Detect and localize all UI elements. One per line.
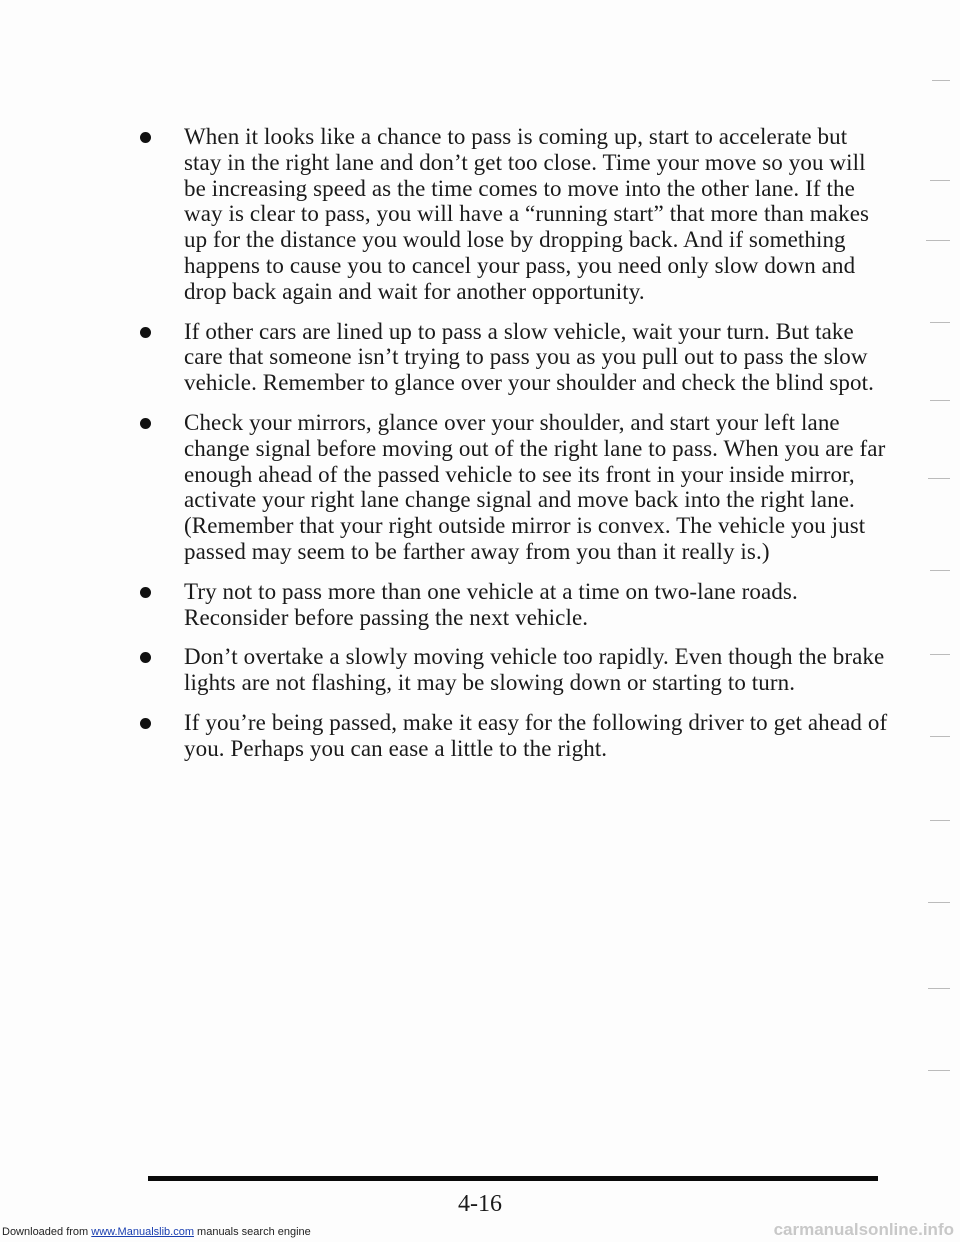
binding-margin-marks — [910, 60, 950, 1110]
watermark-prefix: Downloaded from — [2, 1226, 92, 1238]
bullet-text: If other cars are lined up to pass a slow vehicle, wait your turn. But take care that someone isn’t trying to pass you as you pull out to pass the slow vehicle. Remember to glance over your shoulder and check the blind spot. — [184, 318, 874, 396]
bullet-dot-icon — [140, 418, 151, 429]
bullet-item — [140, 410, 890, 565]
bullet-dot-icon — [140, 587, 151, 598]
download-watermark — [2, 1226, 311, 1238]
bullet-item — [140, 124, 890, 305]
bullet-list — [140, 124, 890, 776]
bullet-dot-icon — [140, 327, 151, 338]
manualslib-link[interactable]: www.Manualslib.com — [91, 1226, 194, 1238]
bullet-dot-icon — [140, 132, 151, 143]
bullet-text: When it looks like a chance to pass is coming up, start to accelerate but stay in the right lane and don’t get too close. Time your move so you will be increasing speed as the time comes to move into the other lane. If the way is clear to pass, you will have a “running start” that more than makes up for the distance you would lose by dropping back. And if something happens to cause you to cancel your pass, you need only slow down and drop back again and wait for another opportunity. — [184, 124, 870, 304]
footer-rule — [148, 1176, 878, 1181]
bullet-item — [140, 644, 890, 696]
bullet-text: Try not to pass more than one vehicle at a time on two-lane roads. Reconsider before passing the next vehicle. — [184, 578, 798, 630]
bullet-item — [140, 579, 890, 631]
page-number: 4-16 — [458, 1191, 502, 1217]
site-watermark: carmanualsonline.info — [773, 1220, 954, 1239]
watermark-suffix: manuals search engine — [193, 1226, 311, 1238]
bullet-text: Check your mirrors, glance over your shoulder, and start your left lane change signal before moving out of the right lane to pass. When you are far enough ahead of the passed vehicle to see its front in your inside mirror, activate your right lane change signal and move back into the right lane. (Remember that your right outside mirror is convex. The vehicle you just passed may seem to be farther away from you than it really is.) — [184, 409, 886, 564]
bullet-item — [140, 319, 890, 396]
bullet-dot-icon — [140, 652, 151, 663]
bullet-item — [140, 710, 890, 762]
bullet-dot-icon — [140, 718, 151, 729]
bullet-text: If you’re being passed, make it easy for the following driver to get ahead of you. Perhaps you can ease a little to the right. — [184, 709, 888, 761]
bullet-text: Don’t overtake a slowly moving vehicle too rapidly. Even though the brake lights are not flashing, it may be slowing down or starting to turn. — [184, 644, 885, 696]
